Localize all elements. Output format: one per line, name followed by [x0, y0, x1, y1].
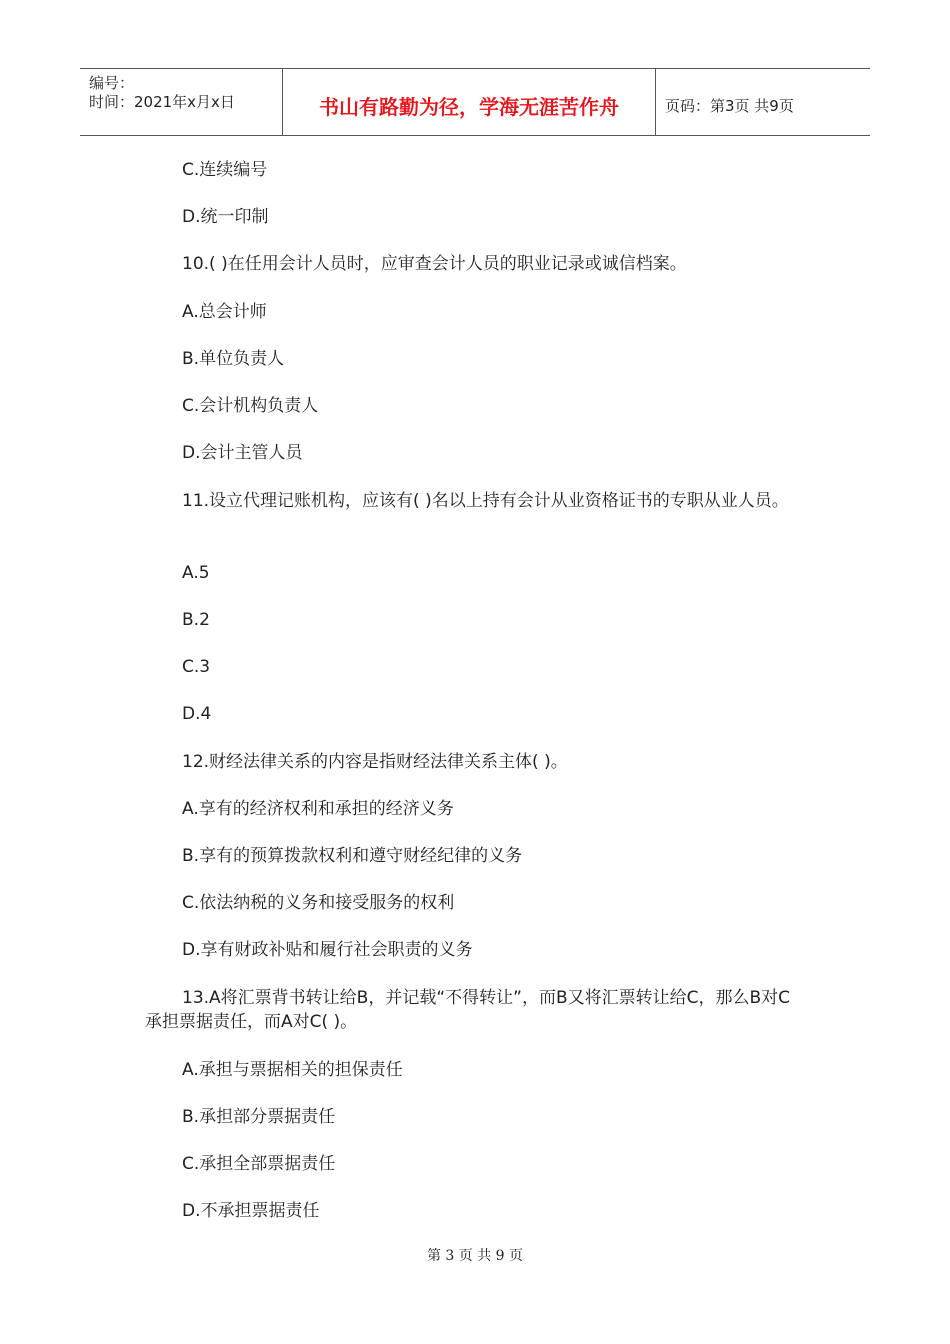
option-13c: C.承担全部票据责任 [182, 1154, 336, 1174]
option-13a: A.承担与票据相关的担保责任 [182, 1060, 403, 1080]
option-10b: B.单位负责人 [182, 349, 285, 369]
header-page-number: 页码：第3页 共9页 [665, 97, 794, 115]
option-10c: C.会计机构负责人 [182, 396, 319, 416]
option-12d: D.享有财政补贴和履行社会职责的义务 [182, 940, 473, 960]
page-footer: 第 3 页 共 9 页 [426, 1248, 524, 1264]
page-header [80, 68, 870, 136]
question-12: 12.财经法律关系的内容是指财经法律关系主体( )。 [182, 752, 568, 772]
question-11: 11.设立代理记账机构，应该有( )名以上持有会计从业资格证书的专职从业人员。 [182, 491, 789, 511]
option-11a: A.5 [182, 563, 210, 583]
option-12b: B.享有的预算拨款权利和遵守财经纪律的义务 [182, 846, 523, 866]
document-number-label: 编号： [89, 74, 135, 92]
option-12a: A.享有的经济权利和承担的经济义务 [182, 799, 454, 819]
header-motto: 书山有路勤为径，学海无涯苦作舟 [319, 95, 619, 119]
header-motto-cell [282, 69, 656, 135]
option-11b: B.2 [182, 610, 210, 630]
option-11c: C.3 [182, 657, 211, 677]
header-page-cell [656, 69, 870, 135]
option-9c: C.连续编号 [182, 160, 268, 180]
option-10a: A.总会计师 [182, 302, 267, 322]
header-info-cell [80, 69, 282, 135]
option-11d: D.4 [182, 704, 212, 724]
option-12c: C.依法纳税的义务和接受服务的权利 [182, 893, 455, 913]
question-13: 13.A将汇票背书转让给B，并记载“不得转让”，而B又将汇票转让给C，那么B对C承担票据责任，而A对C( )。 [145, 988, 791, 1032]
question-10: 10.( )在任用会计人员时，应审查会计人员的职业记录或诚信档案。 [182, 254, 687, 274]
option-9d: D.统一印制 [182, 207, 269, 227]
option-13b: B.承担部分票据责任 [182, 1107, 336, 1127]
option-13d: D.不承担票据责任 [182, 1201, 320, 1221]
document-time-label: 时间：2021年x月x日 [89, 93, 235, 111]
option-10d: D.会计主管人员 [182, 443, 303, 463]
